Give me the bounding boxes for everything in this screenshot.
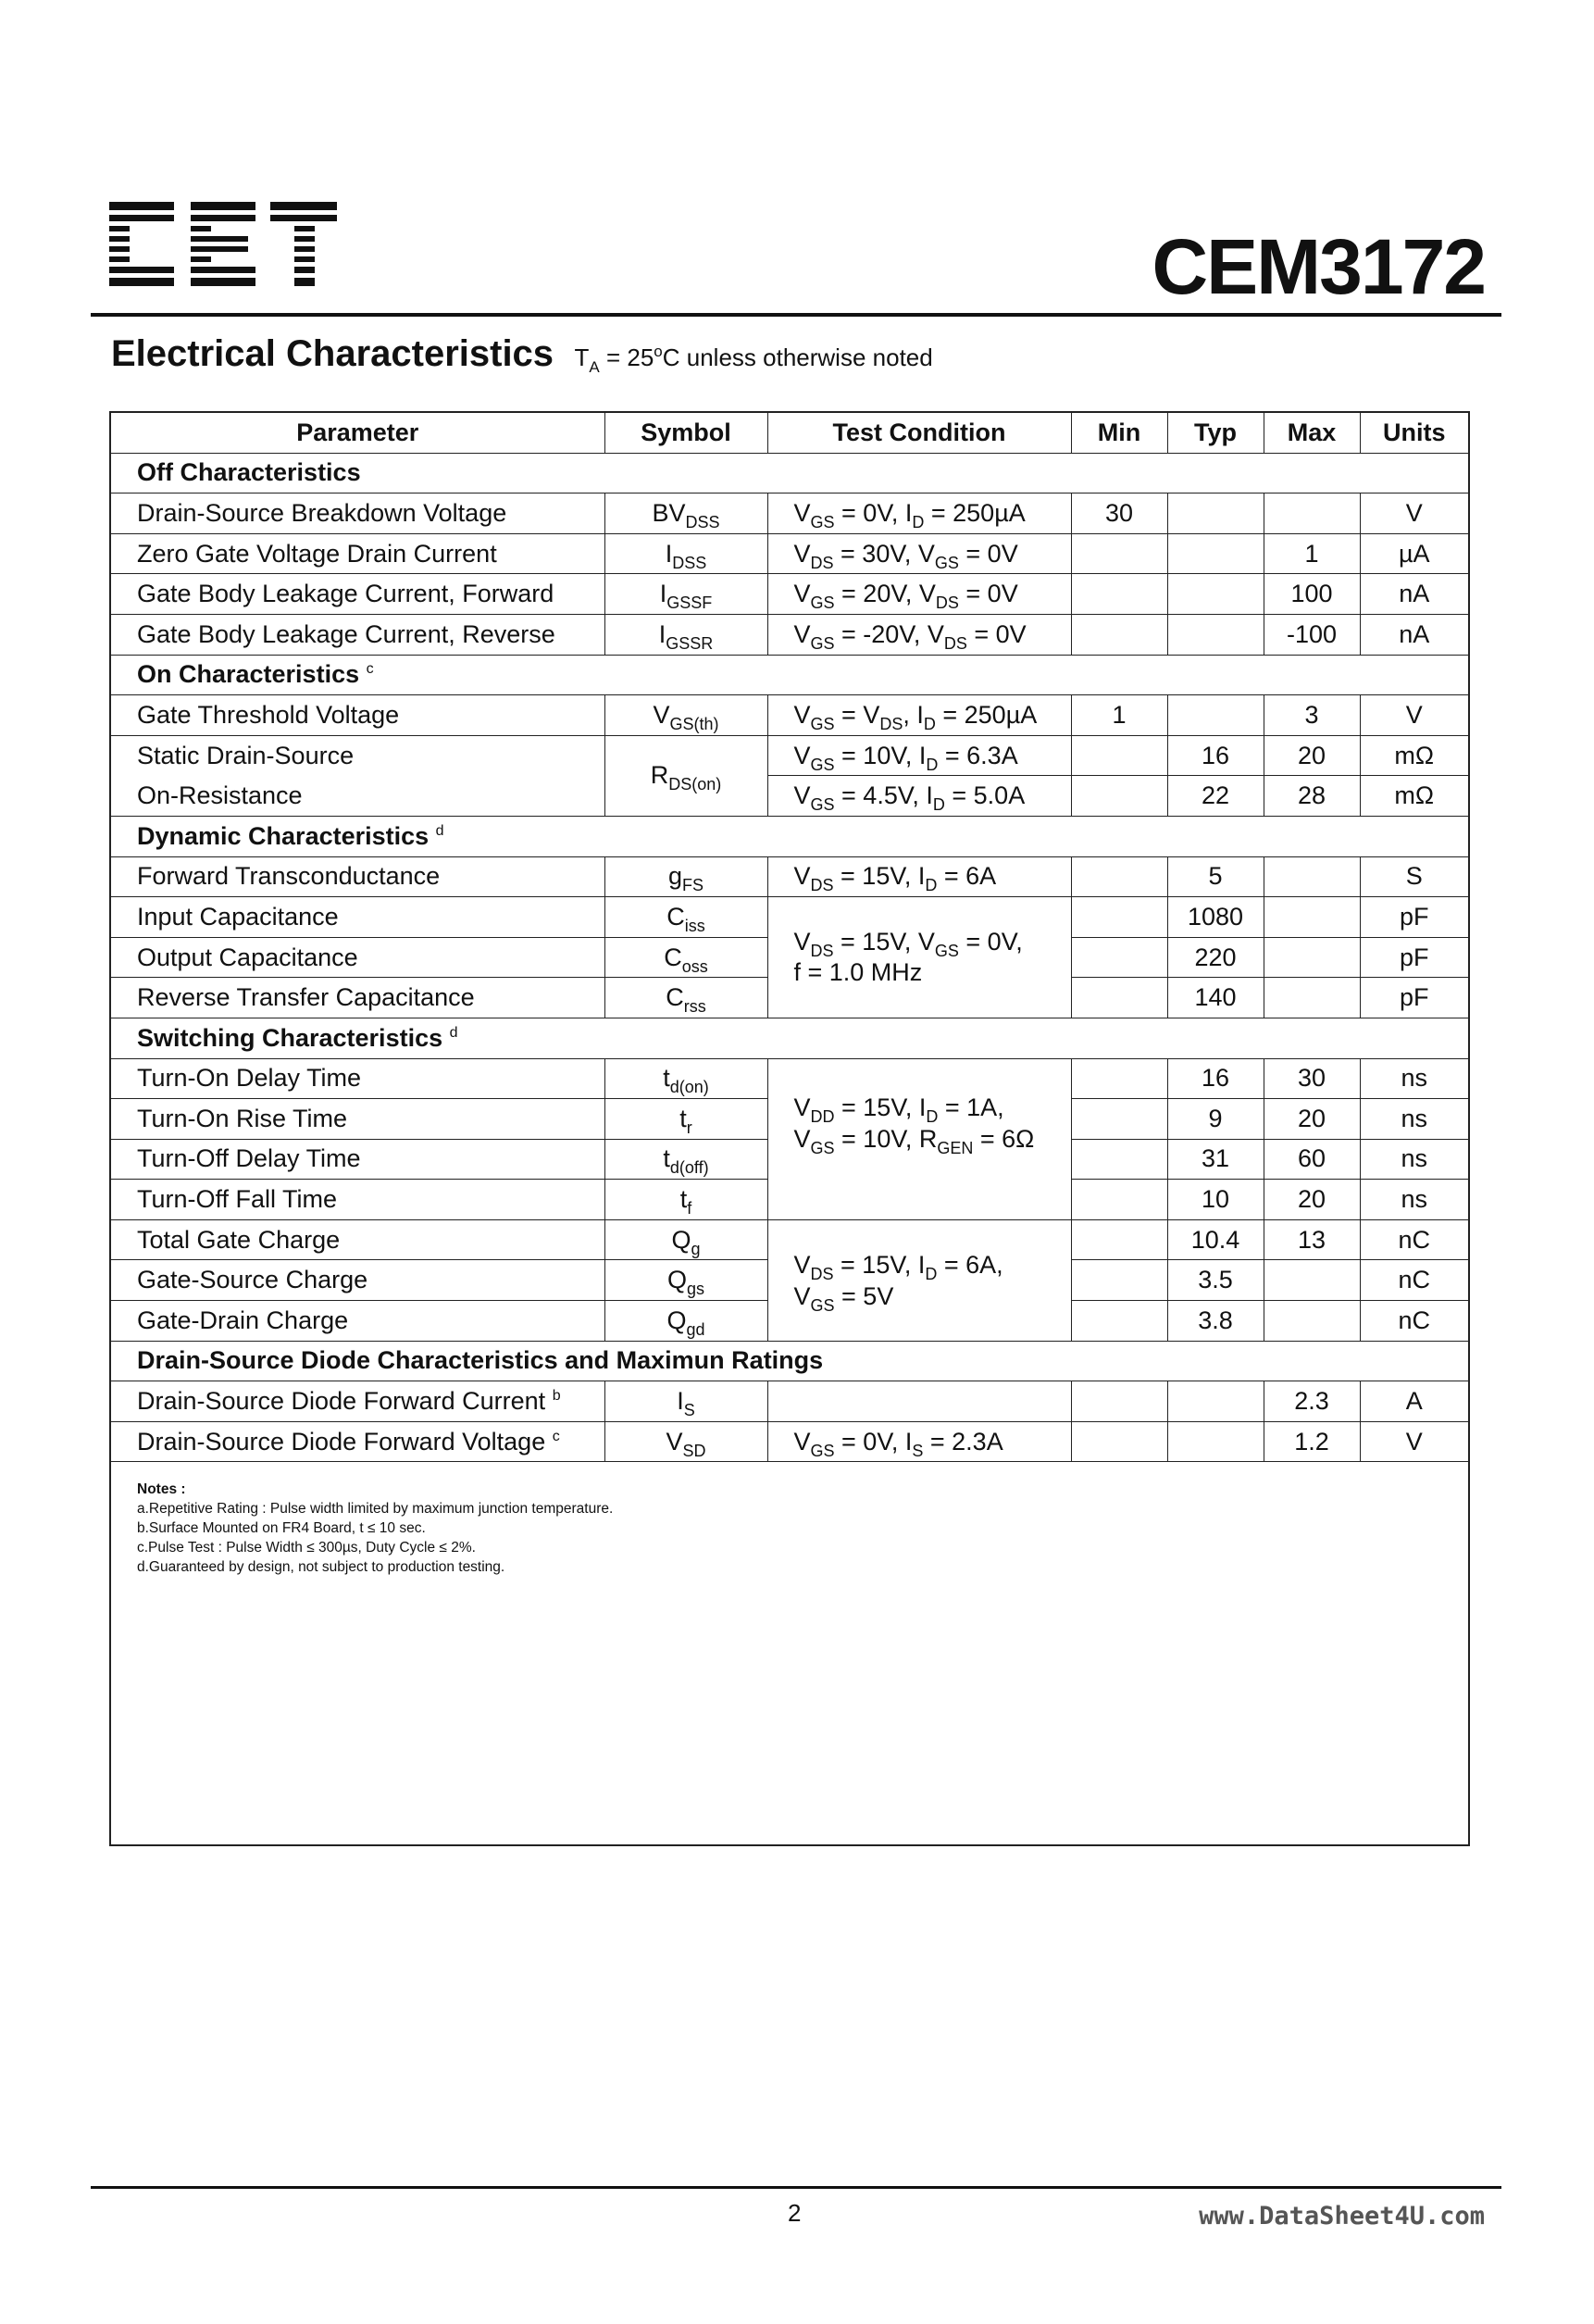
max-cell: 20	[1264, 735, 1360, 776]
table-row	[111, 897, 1468, 938]
header-parameter: Parameter	[111, 413, 604, 453]
page-number: 2	[788, 2199, 802, 2227]
typ-cell: 3.5	[1167, 1260, 1264, 1301]
param-cell: Turn-Off Fall Time	[111, 1180, 604, 1220]
condition-cell: $V_{DD} = 15V$, $I_D = 1A$, $V_{GS} = 10V$, $R_{GEN} = 6\Omega$	[767, 1058, 1071, 1219]
notes-block	[111, 1462, 1468, 1577]
min-cell	[1071, 1180, 1167, 1220]
note-a: a.Repetitive Rating : Pulse width limited by maximum junction temperature.	[137, 1501, 614, 1518]
typ-cell: 1080	[1167, 897, 1264, 938]
symbol-cell: $t_{d(off)}$	[604, 1139, 767, 1180]
header-symbol: Symbol	[604, 413, 767, 453]
header-max: Max	[1264, 413, 1360, 453]
table-row	[111, 776, 1468, 817]
min-cell	[1071, 856, 1167, 897]
max-cell: 100	[1264, 574, 1360, 615]
symbol-cell: $I_{GSSF}$	[604, 574, 767, 615]
min-cell	[1071, 574, 1167, 615]
min-cell	[1071, 614, 1167, 655]
min-cell	[1071, 776, 1167, 817]
section-condition: $T_A = 25^oC$ unless otherwise noted	[574, 343, 933, 376]
max-cell	[1264, 1301, 1360, 1342]
part-number: CEM3172	[1152, 223, 1485, 310]
max-cell: 20	[1264, 1180, 1360, 1220]
header-typ: Typ	[1167, 413, 1264, 453]
symbol-cell: $Q_{gs}$	[604, 1260, 767, 1301]
symbol-cell: $t_r$	[604, 1099, 767, 1140]
unit-cell: nC	[1360, 1219, 1468, 1260]
typ-cell: 31	[1167, 1139, 1264, 1180]
typ-cell: 3.8	[1167, 1301, 1264, 1342]
table-row	[111, 574, 1468, 615]
param-cell: Gate-Source Charge	[111, 1260, 604, 1301]
symbol-cell: $V_{GS(th)}$	[604, 695, 767, 736]
typ-cell: 5	[1167, 856, 1264, 897]
typ-cell: 16	[1167, 735, 1264, 776]
symbol-cell: $C_{iss}$	[604, 897, 767, 938]
min-cell	[1071, 937, 1167, 978]
unit-cell: ns	[1360, 1180, 1468, 1220]
unit-cell: nA	[1360, 574, 1468, 615]
max-cell: 1.2	[1264, 1421, 1360, 1462]
condition-cell: $V_{GS} = 10V$, $I_D = 6.3A$	[767, 735, 1071, 776]
symbol-cell: $C_{rss}$	[604, 978, 767, 1018]
typ-cell: 220	[1167, 937, 1264, 978]
section-dynamic: Dynamic Characteristics $^d$	[111, 816, 1468, 856]
footer-rule	[91, 2186, 1501, 2189]
param-cell: Gate-Drain Charge	[111, 1301, 604, 1342]
characteristics-box	[109, 411, 1470, 1846]
note-c: c.Pulse Test : Pulse Width ≤ 300µs, Duty Cycle ≤ 2%.	[137, 1539, 476, 1556]
symbol-cell: $Q_g$	[604, 1219, 767, 1260]
min-cell	[1071, 1139, 1167, 1180]
section-title: Electrical Characteristics	[111, 333, 554, 374]
typ-cell	[1167, 614, 1264, 655]
unit-cell: A	[1360, 1381, 1468, 1422]
symbol-cell: $I_{GSSR}$	[604, 614, 767, 655]
min-cell	[1071, 1099, 1167, 1140]
typ-cell: 10.4	[1167, 1219, 1264, 1260]
param-cell: Drain-Source Diode Forward Voltage $^c$	[111, 1421, 604, 1462]
max-cell	[1264, 494, 1360, 534]
symbol-cell: $C_{oss}$	[604, 937, 767, 978]
typ-cell	[1167, 695, 1264, 736]
min-cell	[1071, 1260, 1167, 1301]
unit-cell: ns	[1360, 1139, 1468, 1180]
unit-cell: ns	[1360, 1099, 1468, 1140]
cet-logo-graphic	[109, 202, 341, 294]
param-cell: Zero Gate Voltage Drain Current	[111, 533, 604, 574]
unit-cell: mΩ	[1360, 735, 1468, 776]
typ-cell: 10	[1167, 1180, 1264, 1220]
unit-cell: V	[1360, 695, 1468, 736]
note-b: b.Surface Mounted on FR4 Board, t ≤ 10 sec.	[137, 1519, 426, 1536]
max-cell	[1264, 978, 1360, 1018]
symbol-cell: $t_{d(on)}$	[604, 1058, 767, 1099]
param-cell: Total Gate Charge	[111, 1219, 604, 1260]
condition-cell: $V_{GS} = 20V$, $V_{DS} = 0V$	[767, 574, 1071, 615]
electrical-characteristics-table	[111, 413, 1468, 1462]
min-cell	[1071, 1058, 1167, 1099]
note-d: d.Guaranteed by design, not subject to production testing.	[137, 1558, 505, 1575]
typ-cell	[1167, 574, 1264, 615]
max-cell	[1264, 937, 1360, 978]
unit-cell: V	[1360, 1421, 1468, 1462]
max-cell	[1264, 1260, 1360, 1301]
company-logo	[109, 202, 341, 299]
table-row	[111, 1421, 1468, 1462]
max-cell: 28	[1264, 776, 1360, 817]
symbol-cell: $BV_{DSS}$	[604, 494, 767, 534]
unit-cell: pF	[1360, 937, 1468, 978]
table-row	[111, 1058, 1468, 1099]
table-row	[111, 735, 1468, 776]
section-row	[111, 1018, 1468, 1058]
param-cell: Drain-Source Breakdown Voltage	[111, 494, 604, 534]
min-cell	[1071, 1421, 1167, 1462]
typ-cell: 16	[1167, 1058, 1264, 1099]
section-row	[111, 453, 1468, 494]
param-cell: Gate Threshold Voltage	[111, 695, 604, 736]
typ-cell	[1167, 533, 1264, 574]
condition-cell: $V_{DS} = 30V$, $V_{GS} = 0V$	[767, 533, 1071, 574]
param-cell: Gate Body Leakage Current, Forward	[111, 574, 604, 615]
condition-cell: $V_{GS} = 4.5V$, $I_D = 5.0A$	[767, 776, 1071, 817]
condition-cell: $V_{GS} = -20V$, $V_{DS} = 0V$	[767, 614, 1071, 655]
unit-cell: pF	[1360, 978, 1468, 1018]
unit-cell: pF	[1360, 897, 1468, 938]
table-row	[111, 533, 1468, 574]
symbol-cell: $t_f$	[604, 1180, 767, 1220]
unit-cell: ns	[1360, 1058, 1468, 1099]
max-cell: -100	[1264, 614, 1360, 655]
param-cell: Turn-Off Delay Time	[111, 1139, 604, 1180]
section-on: On Characteristics $^c$	[111, 655, 1468, 695]
condition-cell: $V_{DS} = 15V$, $I_D = 6A$	[767, 856, 1071, 897]
param-cell: Gate Body Leakage Current, Reverse	[111, 614, 604, 655]
section-switching: Switching Characteristics $^d$	[111, 1018, 1468, 1058]
section-diode: Drain-Source Diode Characteristics and Maximun Ratings	[111, 1341, 1468, 1381]
header-test-condition: Test Condition	[767, 413, 1071, 453]
symbol-cell: $R_{DS(on)}$	[604, 735, 767, 816]
param-cell: Forward Transconductance	[111, 856, 604, 897]
symbol-cell: $V_{SD}$	[604, 1421, 767, 1462]
condition-cell: $V_{DS} = 15V$, $V_{GS} = 0V$, f = 1.0 MHz	[767, 897, 1071, 1018]
max-cell: 60	[1264, 1139, 1360, 1180]
min-cell: 30	[1071, 494, 1167, 534]
table-row	[111, 494, 1468, 534]
table-row	[111, 614, 1468, 655]
max-cell: 30	[1264, 1058, 1360, 1099]
min-cell	[1071, 897, 1167, 938]
typ-cell: 140	[1167, 978, 1264, 1018]
typ-cell	[1167, 1381, 1264, 1422]
min-cell: 1	[1071, 695, 1167, 736]
min-cell	[1071, 533, 1167, 574]
max-cell: 1	[1264, 533, 1360, 574]
unit-cell: nC	[1360, 1260, 1468, 1301]
max-cell: 3	[1264, 695, 1360, 736]
typ-cell: 9	[1167, 1099, 1264, 1140]
min-cell	[1071, 735, 1167, 776]
unit-cell: nA	[1360, 614, 1468, 655]
section-row	[111, 655, 1468, 695]
symbol-cell: $g_{FS}$	[604, 856, 767, 897]
section-row	[111, 816, 1468, 856]
table-row	[111, 1381, 1468, 1422]
condition-cell: $V_{GS} = 0V$, $I_S = 2.3A$	[767, 1421, 1071, 1462]
unit-cell: nC	[1360, 1301, 1468, 1342]
condition-cell: $V_{GS} = V_{DS}$, $I_D = 250\mu A$	[767, 695, 1071, 736]
header-units: Units	[1360, 413, 1468, 453]
max-cell: 2.3	[1264, 1381, 1360, 1422]
max-cell	[1264, 897, 1360, 938]
header-rule	[91, 313, 1501, 317]
param-cell: Input Capacitance	[111, 897, 604, 938]
condition-cell	[767, 1381, 1071, 1422]
unit-cell: V	[1360, 494, 1468, 534]
param-cell: On-Resistance	[111, 776, 604, 817]
watermark: www.DataSheet4U.com	[1199, 2202, 1485, 2230]
table-row	[111, 1219, 1468, 1260]
table-header-row	[111, 413, 1468, 453]
unit-cell: S	[1360, 856, 1468, 897]
symbol-cell: $I_{DSS}$	[604, 533, 767, 574]
param-cell: Turn-On Rise Time	[111, 1099, 604, 1140]
typ-cell: 22	[1167, 776, 1264, 817]
notes-title: Notes :	[137, 1481, 186, 1498]
max-cell: 13	[1264, 1219, 1360, 1260]
min-cell	[1071, 1301, 1167, 1342]
unit-cell: mΩ	[1360, 776, 1468, 817]
section-off: Off Characteristics	[111, 453, 1468, 494]
typ-cell	[1167, 494, 1264, 534]
param-cell: Reverse Transfer Capacitance	[111, 978, 604, 1018]
section-row	[111, 1341, 1468, 1381]
condition-cell: $V_{DS} = 15V$, $I_D = 6A$, $V_{GS} = 5V$	[767, 1219, 1071, 1341]
header-min: Min	[1071, 413, 1167, 453]
condition-cell: $V_{GS} = 0V$, $I_D = 250\mu A$	[767, 494, 1071, 534]
table-row	[111, 695, 1468, 736]
min-cell	[1071, 1219, 1167, 1260]
section-heading	[111, 333, 933, 375]
typ-cell	[1167, 1421, 1264, 1462]
param-cell: Drain-Source Diode Forward Current $^b$	[111, 1381, 604, 1422]
symbol-cell: $I_S$	[604, 1381, 767, 1422]
max-cell	[1264, 856, 1360, 897]
symbol-cell: $Q_{gd}$	[604, 1301, 767, 1342]
table-row	[111, 856, 1468, 897]
param-cell: Static Drain-Source	[111, 735, 604, 776]
max-cell: 20	[1264, 1099, 1360, 1140]
min-cell	[1071, 978, 1167, 1018]
unit-cell: µA	[1360, 533, 1468, 574]
min-cell	[1071, 1381, 1167, 1422]
param-cell: Turn-On Delay Time	[111, 1058, 604, 1099]
param-cell: Output Capacitance	[111, 937, 604, 978]
